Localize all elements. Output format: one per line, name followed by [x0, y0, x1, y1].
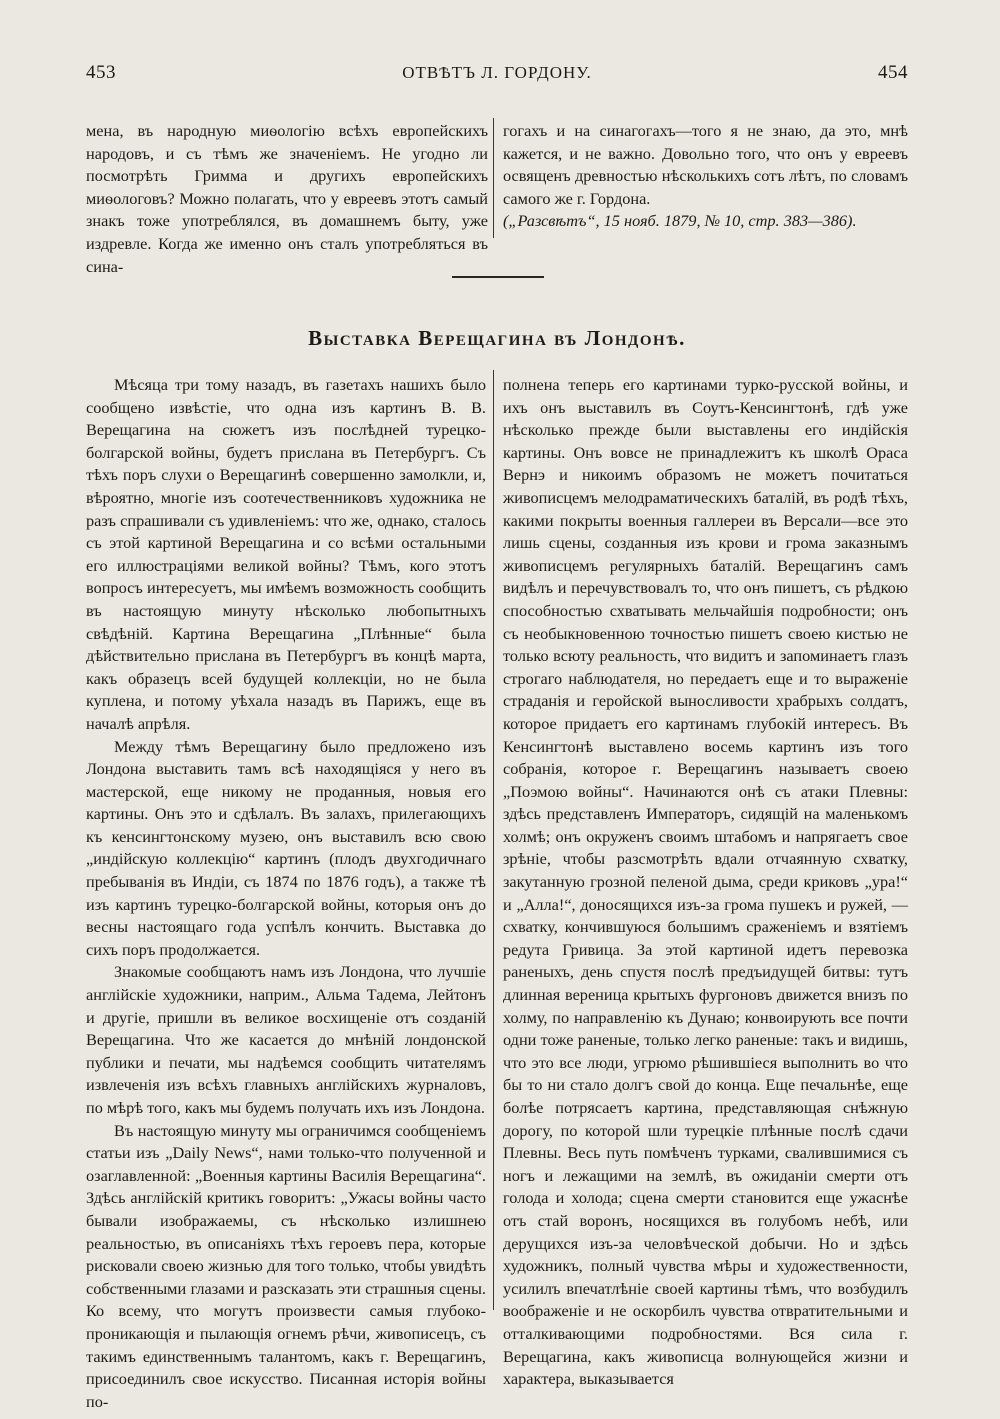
- top-left-paragraph: мена, въ народную миѳологію всѣхъ европейскихъ народовъ, и съ тѣмъ же значеніемъ. Не угодно ли посмотрѣть Гримма и другихъ европейскихъ миѳологовъ? Можно полагать, что у евреевъ этотъ самый знакъ тоже употреблялся, въ домашнемъ быту, уже издревле. Когда же именно онъ сталъ употребляться въ сина-: [86, 121, 488, 276]
- running-title: ОТВѢТЪ Л. ГОРДОНУ.: [402, 63, 592, 82]
- paragraph: Въ настоящую минуту мы ограничимся сообщеніемъ статьи изъ „Daily News“, нами только-что полученной и озаглавленной: „Военныя картины Василія Верещагина“. Здѣсь англійскій критикъ говоритъ: „Ужасы войны часто бывали изображаемы, съ нѣсколько излишнею реальностью, въ описаніяхъ тѣхъ героевъ пера, которые рисковали своею жизнью для того только, чтобы увидѣть собственными глазами и разсказать эти страшныя сцены. Ко всему, что могутъ произвести самыя глубоко-проникающія и пылающія огнемъ рѣчи, живописецъ, съ такимъ единственнымъ талантомъ, какъ г. Верещагинъ, присоединилъ свое искусство. Писанная исторія войны по-: [86, 1120, 486, 1411]
- paragraph: Мѣсяца три тому назадъ, въ газетахъ нашихъ было сообщено извѣстіе, что одна изъ картинъ В. В. Верещагина на сюжетъ изъ послѣдней турецко-болгарской войны, будетъ прислана въ Петербургъ. Съ тѣхъ поръ слухи о Верещагинѣ совершенно замолкли, и, вѣроятно, многіе изъ соотечественниковъ художника не разъ спрашивали съ удивленіемъ: что же, однако, сталось съ этой картиной Верещагина и со всѣми остальными его иллюстраціями великой войны? Тѣмъ, кого этотъ вопросъ интересуетъ, мы имѣемъ возможность сообщить въ настоящую минуту нѣсколько любопытныхъ свѣдѣній. Картина Верещагина „Плѣнные“ была дѣйствительно прислана въ Петербургъ въ концѣ марта, какъ образецъ всей будущей коллекціи, но не была куплена, и потому уѣхала назадъ въ Парижъ, еще въ началѣ апрѣля.: [86, 375, 486, 733]
- column-divider-main: [493, 370, 494, 1310]
- paragraph: Между тѣмъ Верещагину было предложено изъ Лондона выставить тамъ всѣ находящіяся у него въ мастерской, еще никому не проданныя, новыя его картины. Онъ это и сдѣлалъ. Въ залахъ, прилегающихъ къ кенсингтонскому музею, онъ выставилъ всю свою „индійскую коллекцію“ картинъ (плодъ двухгодичнаго пребыванія въ Индіи, съ 1874 по 1876 годъ), а также тѣ изъ картинъ турецко-болгарской войны, которыя онъ до весны настоящаго года успѣлъ кончить. Выставка до сихъ поръ продолжается.: [86, 736, 486, 959]
- main-right-column: [503, 374, 908, 1391]
- top-left-column: [86, 120, 488, 278]
- section-rule: [452, 276, 544, 278]
- column-divider-top: [493, 118, 494, 238]
- article-title: Выставка Верещагина въ Лондонѣ.: [308, 326, 686, 350]
- paragraph: полнена теперь его картинами турко-русской войны, и ихъ онъ выставилъ въ Соутъ-Кенсингтонѣ, гдѣ уже нѣсколько прежде были выставлены его индійскія картины. Онъ вовсе не принадлежитъ къ школѣ Ораса Вернэ и никоимъ образомъ не можетъ почитаться живописцемъ мелодраматическихъ баталій, въ родѣ тѣхъ, какими покрыты военныя галлереи въ Версали—все это лишь сцены, созданныя изъ крови и грома заказнымъ живописцемъ регулярныхъ баталій. Верещагинъ самъ видѣлъ и перечувствовалъ то, что онъ пишетъ, съ рѣдкою способностью схватывать мельчайшія подробности; онъ съ необыкновенною точностью пишетъ своею кистью не только всюту реальность, что видитъ и запоминаетъ глазъ строгаго наблюдателя, но передаетъ еще и то выраженіе страданія и геройской выносливости храбрыхъ солдатъ, которое придаетъ его картинамъ глубокій интересъ. Въ Кенсингтонѣ выставлено восемь картинъ изъ того собранія, которое г. Верещагинъ называетъ своею „Поэмою войны“. Начинаются онѣ съ атаки Плевны: здѣсь представленъ Императоръ, сидящій на маленькомъ холмѣ; онъ окруженъ своимъ штабомъ и напрягаетъ свое зрѣніе, чтобы разсмотрѣть вдали отчаянную схватку, закутанную грозной пеленой дыма, среди криковъ „ура!“ и „Алла!“, доносящихся изъ-за грома пушекъ и ружей, — схватку, кончившуюся большимъ сраженіемъ и взятіемъ редута Гривица. За этой картиной идетъ перевозка раненыхъ, день спустя послѣ предъидущей битвы: тутъ длинная вереница крытыхъ фургоновъ движется внизъ по холму, по направленію къ Дунаю; конвоирують все почти одни тоже раненые, только легко раненые: такъ и видишь, что это все люди, угрюмо рѣшившіеся выполнить во что бы то ни стало долгъ свой до конца. Еще печальнѣе, еще болѣе потрясаетъ картина, представляющая снѣжную дорогу, по которой шли турецкіе плѣнные послѣ сдачи Плевны. Весь путь помѣченъ турками, свалившимися съ ногъ и лежащими на землѣ, въ ожиданіи смерти отъ голода и холода; сцена смерти становится еще ужаснѣе отъ стай воронъ, носящихся въ голубомъ небѣ, или дерущихся изъ-за человѣческой добычи. Но и здѣсь художникъ, полный чувства мѣры и художественности, усилилъ впечатлѣніе своей картины тѣмъ, что возбудилъ воображеніе и не оскорбилъ чувства отвратительными и отталкивающими подробностями. Вся сила г. Верещагина, какъ живописца волнующейся жизни и характера, выказывается: [503, 375, 908, 1389]
- source-citation: („Разсвѣтъ“, 15 нояб. 1879, № 10, стр. 383—386).: [503, 211, 857, 231]
- top-right-column: [503, 120, 908, 233]
- running-head: [86, 62, 908, 90]
- main-left-column: [86, 374, 486, 1413]
- page-number-left: 453: [86, 62, 116, 83]
- paragraph: Знакомые сообщаютъ намъ изъ Лондона, что лучшіе англійскіе художники, наприм., Альма Тадема, Лейтонъ и другіе, пришли въ великое восхищеніе отъ созданій Верещагина. Что же касается до мнѣній лондонской публики и печати, мы надѣемся сообщить читателямъ извлеченія изъ всѣхъ главныхъ англійскихъ журналовъ, по мѣрѣ того, какъ мы будемъ получать ихъ изъ Лондона.: [86, 962, 486, 1117]
- page-number-right: 454: [878, 62, 908, 83]
- top-right-paragraph: гогахъ и на синагогахъ—того я не знаю, да это, мнѣ кажется, и не важно. Довольно того, что онъ у евреевъ освященъ древностью нѣсколькихъ сотъ лѣтъ, по словамъ самого же г. Гордона.: [503, 121, 908, 208]
